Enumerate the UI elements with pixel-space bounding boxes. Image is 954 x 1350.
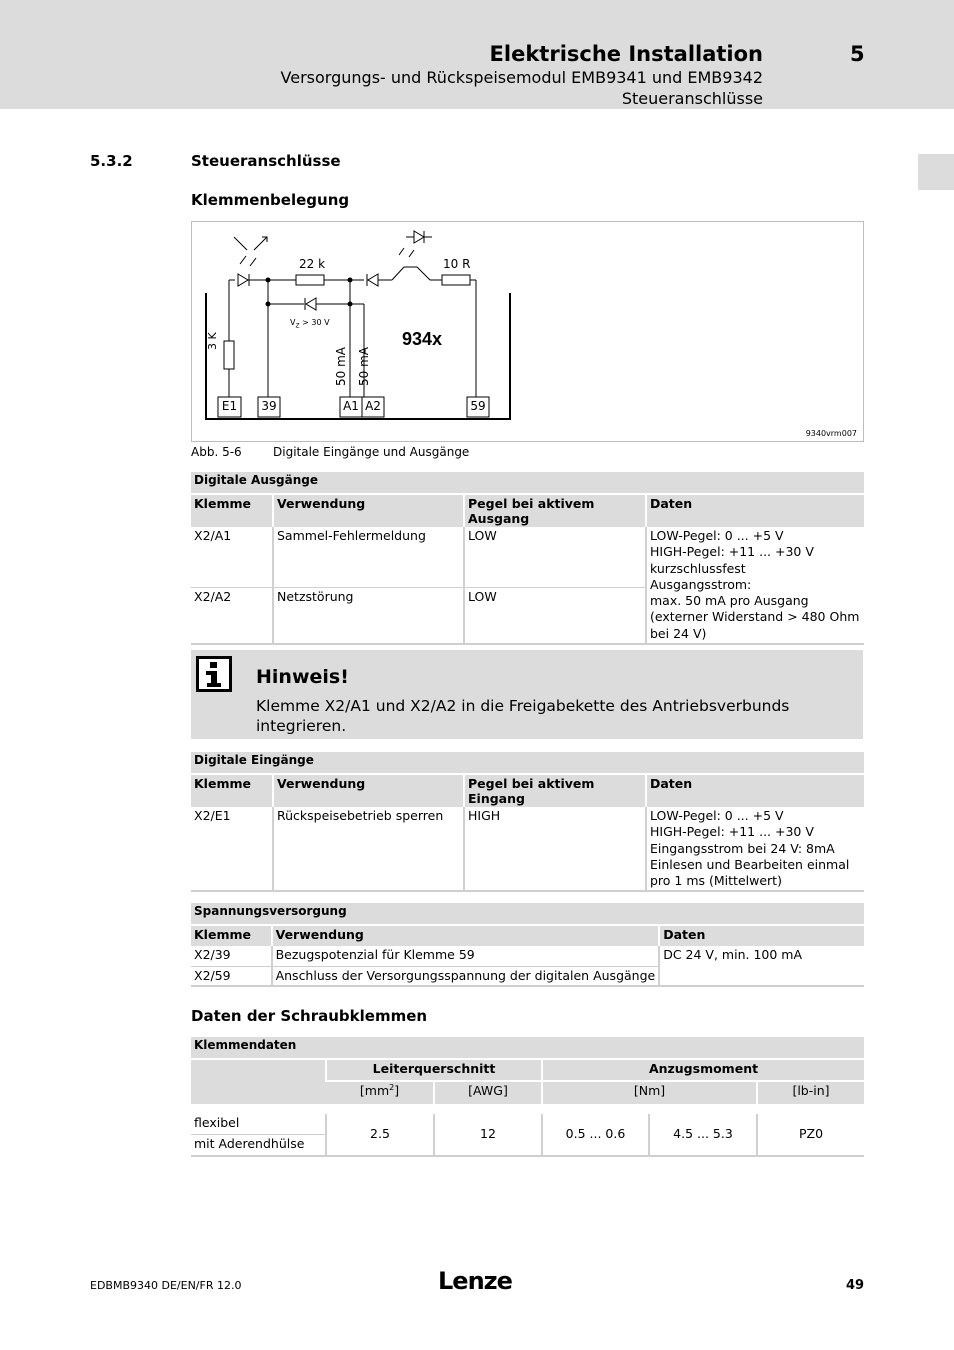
col-daten: Daten [659,925,864,946]
section-number: 5.3.2 [90,152,133,170]
table-cell: Bezugspotenzial für Klemme 59 [272,946,660,966]
col-verwendung: Verwendung [273,494,464,527]
note-box [191,650,863,739]
table-cell: X2/A1 [191,527,273,588]
inputs-table [191,752,864,892]
col-daten: Daten [646,774,864,807]
col-klemme: Klemme [191,774,273,807]
resistor-label-22k: 22 k [299,257,326,271]
resistor-label-10r: 10 R [443,257,471,271]
col-anzugsmoment: Anzugsmoment [542,1059,864,1081]
col-pegel: Pegel bei aktivem Ausgang [464,494,646,527]
terminal-a1: A1 [343,399,359,413]
table-cell: Rückspeisebetrieb sperren [273,807,464,891]
value-awg: 12 [434,1114,542,1156]
row-flexibel: flexibel [191,1114,326,1135]
outputs-daten-cell: LOW-Pegel: 0 ... +5 V HIGH-Pegel: +11 ... +30 V kurzschlussfest Ausgangsstrom: max. 50 mA pro Ausgang (externer Widerstand > 480 Ohm bei 24 V) [646,527,864,644]
section-title: Steueranschlüsse [191,152,341,170]
caption-number: Abb. 5-6 [191,445,242,459]
header-subtitle-2: Steueranschlüsse [621,89,763,108]
terminal-e1: E1 [221,399,238,413]
outputs-table [191,472,864,645]
circuit-figure [191,221,864,442]
subheading-schraubklemmen: Daten der Schraubklemmen [191,1007,428,1025]
col-pegel: Pegel bei aktivem Eingang [464,774,646,807]
zener-label: $V_Z > 30$ V [290,318,330,330]
col-klemme: Klemme [191,494,273,527]
unit-nm: [Nm] [542,1081,757,1104]
value-lbin: 4.5 ... 5.3 [649,1114,757,1156]
row-aderendhuelse: mit Aderendhülse [191,1135,326,1157]
outputs-table-title: Digitale Ausgänge [191,472,864,494]
table-cell: HIGH [464,807,646,891]
current-label-a2: 50 mA [357,347,371,386]
supply-daten-cell: DC 24 V, min. 100 mA [659,946,864,986]
supply-table [191,903,864,987]
figure-id: 9340vrm007 [805,429,857,438]
info-icon [196,656,232,692]
page-header [0,0,954,109]
value-nm: 0.5 ... 0.6 [542,1114,649,1156]
table-cell: LOW [464,588,646,645]
table-cell: Sammel-Fehlermeldung [273,527,464,588]
screw-table [191,1037,864,1157]
header-subtitle: Versorgungs- und Rückspeisemodul EMB9341 und EMB9342 [280,68,763,87]
unit-awg: [AWG] [434,1081,542,1104]
terminal-59: 59 [470,399,486,413]
terminal-39: 39 [261,399,277,413]
col-daten: Daten [646,494,864,527]
table-cell: X2/E1 [191,807,273,891]
chapter-tab-marker [918,154,954,190]
inputs-table-title: Digitale Eingänge [191,752,864,774]
col-leiterquerschnitt: Leiterquerschnitt [326,1059,542,1081]
table-cell: X2/59 [191,966,272,986]
chapter-number: 5 [850,42,865,66]
current-label-a1: 50 mA [334,347,348,386]
unit-lbin: [lb-in] [757,1081,864,1104]
table-cell: X2/A2 [191,588,273,645]
device-label: 934x [402,329,443,349]
circuit-diagram [192,222,863,441]
col-klemme: Klemme [191,925,272,946]
figure-caption [191,445,470,459]
inputs-daten-cell: LOW-Pegel: 0 ... +5 V HIGH-Pegel: +11 ... +30 V Eingangsstrom bei 24 V: 8mA Einlesen und Bearbeiten einmal pro 1 ms (Mittelwert) [646,807,864,891]
terminal-a2: A2 [365,399,381,413]
note-text: Klemme X2/A1 und X2/A2 in die Freigabekette des Antriebsverbunds integrieren. [256,697,790,735]
table-cell: Netzstörung [273,588,464,645]
note-title: Hinweis! [256,666,349,688]
col-verwendung: Verwendung [272,925,660,946]
chapter-title: Elektrische Installation [489,42,763,66]
table-cell: Anschluss der Versorgungsspannung der digitalen Ausgänge [272,966,660,986]
value-screwdriver: PZ0 [757,1114,864,1156]
caption-text: Digitale Eingänge und Ausgänge [273,445,470,459]
table-cell: LOW [464,527,646,588]
lenze-logo: Lenze [438,1267,512,1295]
row-label-header [191,1059,326,1104]
resistor-label-3k: 3 K [206,332,219,350]
unit-mm2: $[mm^2]$ [326,1081,434,1104]
col-verwendung: Verwendung [273,774,464,807]
table-cell: X2/39 [191,946,272,966]
page-number: 49 [846,1278,865,1293]
supply-table-title: Spannungsversorgung [191,903,864,925]
screw-table-title: Klemmendaten [191,1037,864,1059]
subheading-klemmenbelegung: Klemmenbelegung [191,191,350,209]
footer-doc-id: EDBMB9340 DE/EN/FR 12.0 [90,1279,242,1292]
value-mm2: 2.5 [326,1114,434,1156]
